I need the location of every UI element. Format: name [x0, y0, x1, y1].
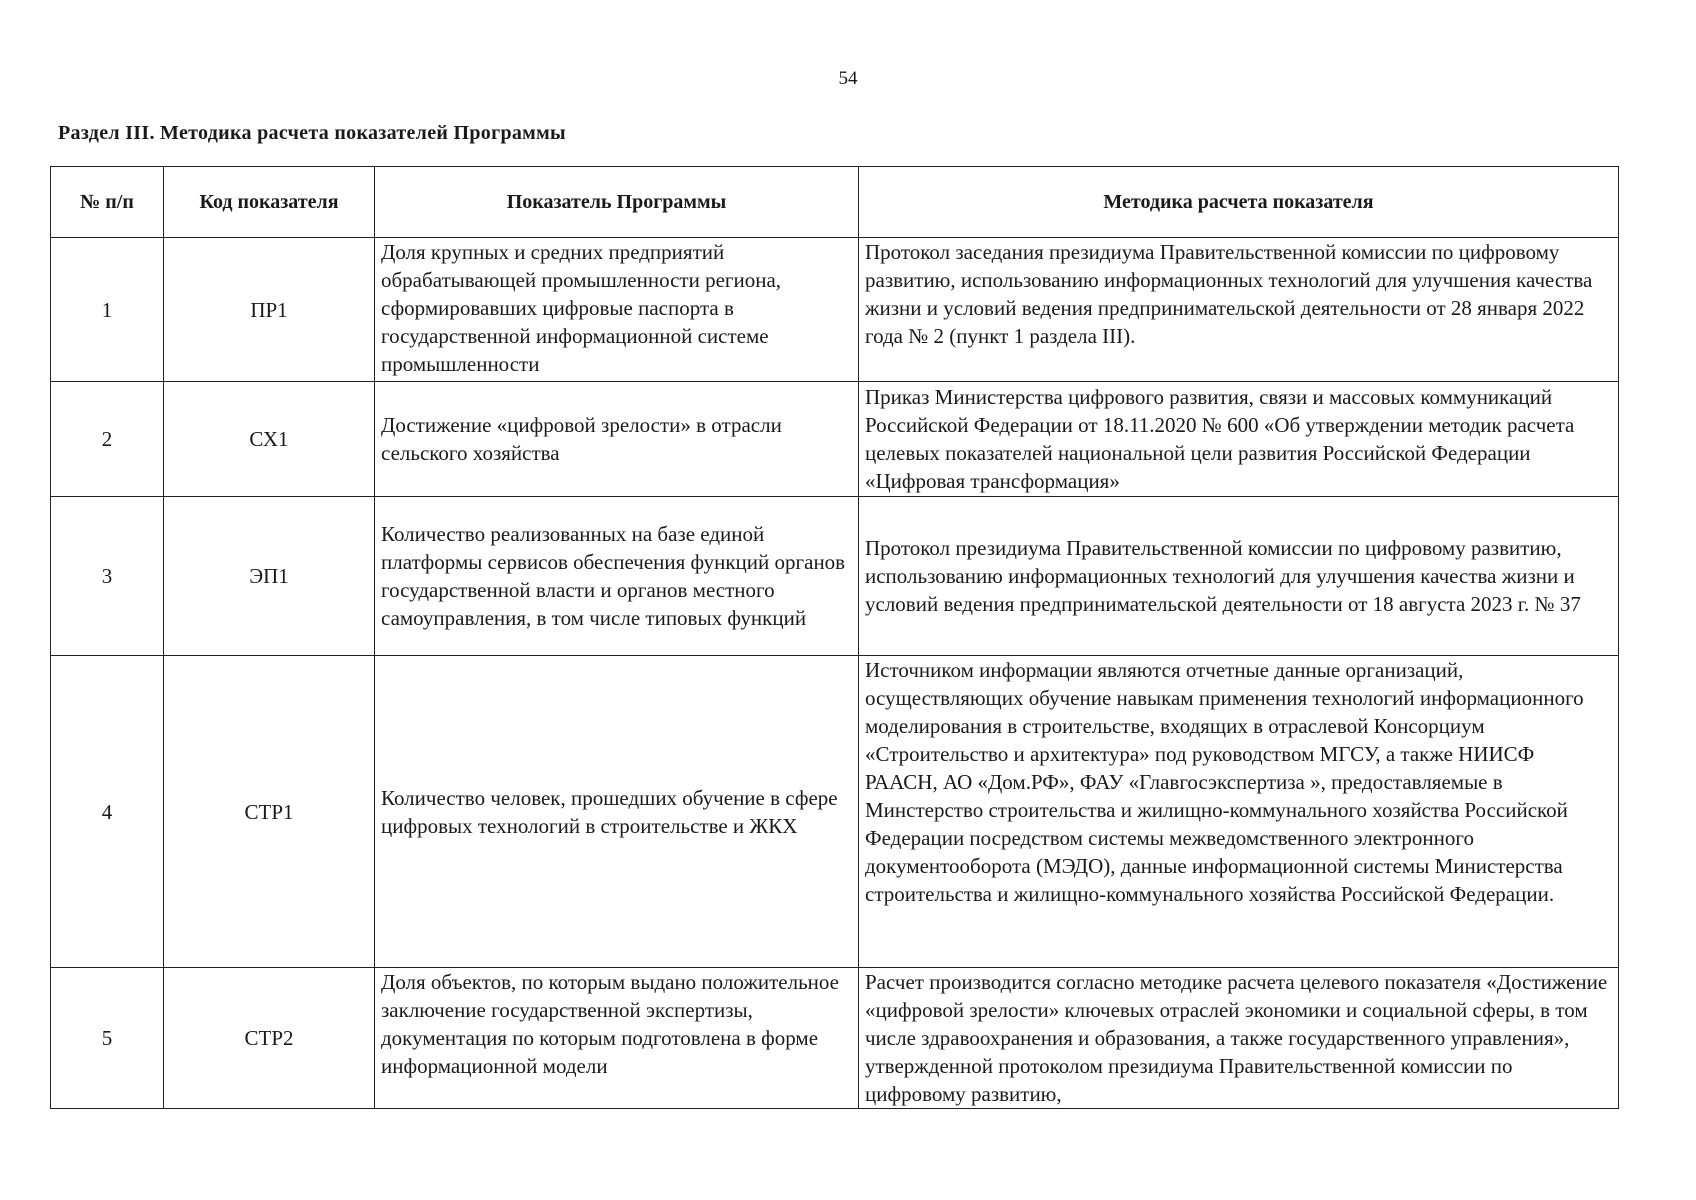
row-name: Достижение «цифровой зрелости» в отрасли сельского хозяйства — [375, 382, 859, 497]
row-num: 4 — [51, 656, 164, 968]
row-code: ПР1 — [164, 238, 375, 382]
table-row — [51, 968, 1619, 1109]
row-name: Количество человек, прошедших обучение в сфере цифровых технологий в строительстве и ЖКХ — [375, 656, 859, 968]
row-code: СХ1 — [164, 382, 375, 497]
row-name: Доля объектов, по которым выдано положительное заключение государственной экспертизы, документация по которым подготовлена в форме информационной модели — [375, 968, 859, 1109]
row-code: СТР1 — [164, 656, 375, 968]
header-method: Методика расчета показателя — [859, 167, 1619, 238]
indicators-table — [50, 166, 1619, 1109]
row-method: Источником информации являются отчетные данные организаций, осуществляющих обучение навыкам применения технологий информационного моделирования в строительстве, входящих в отраслевой Консорциум «Строительство и архитектура» под руководством МГСУ, а также НИИСФ РААСН, АО «Дом.РФ», ФАУ «Главгосэкспертиза », предоставляемые в Минстерство строительства и жилищно-коммунального хозяйства Российской Федерации посредством системы межведомственного электронного документооборота (МЭДО), данные информационной системы Министерства строительства и жилищно-коммунального хозяйства Российской Федерации. — [859, 656, 1619, 968]
row-method: Протокол заседания президиума Правительственной комиссии по цифровому развитию, использованию информационных технологий для улучшения качества жизни и условий ведения предпринимательской деятельности от 28 января 2022 года № 2 (пункт 1 раздела III). — [859, 238, 1619, 382]
header-code: Код показателя — [164, 167, 375, 238]
row-num: 1 — [51, 238, 164, 382]
row-num: 3 — [51, 497, 164, 656]
row-method: Протокол президиума Правительственной комиссии по цифровому развитию, использованию информационных технологий для улучшения качества жизни и условий ведения предпринимательской деятельности от 18 августа 2023 г. № 37 — [859, 497, 1619, 656]
row-code: СТР2 — [164, 968, 375, 1109]
table-row — [51, 656, 1619, 968]
table-row — [51, 382, 1619, 497]
row-code: ЭП1 — [164, 497, 375, 656]
header-num: № п/п — [51, 167, 164, 238]
row-method: Расчет производится согласно методике расчета целевого показателя «Достижение «цифровой зрелости» ключевых отраслей экономики и социальной сферы, в том числе здравоохранения и образования, а также государственного управления», утвержденной протоколом президиума Правительственной комиссии по цифровому развитию, — [859, 968, 1619, 1109]
row-name: Доля крупных и средних предприятий обрабатывающей промышленности региона, сформировавших цифровые паспорта в государственной информационной системе промышленности — [375, 238, 859, 382]
row-num: 2 — [51, 382, 164, 497]
row-name: Количество реализованных на базе единой платформы сервисов обеспечения функций органов государственной власти и органов местного самоуправления, в том числе типовых функций — [375, 497, 859, 656]
row-method: Приказ Министерства цифрового развития, связи и массовых коммуникаций Российской Федерации от 18.11.2020 № 600 «Об утверждении методик расчета целевых показателей национальной цели развития Российской Федерации «Цифровая трансформация» — [859, 382, 1619, 497]
table-row — [51, 497, 1619, 656]
section-title: Раздел III. Методика расчета показателей Программы — [58, 122, 566, 144]
page-number: 54 — [838, 68, 858, 89]
table-header-row — [51, 167, 1619, 238]
table-row — [51, 238, 1619, 382]
header-name: Показатель Программы — [375, 167, 859, 238]
row-num: 5 — [51, 968, 164, 1109]
